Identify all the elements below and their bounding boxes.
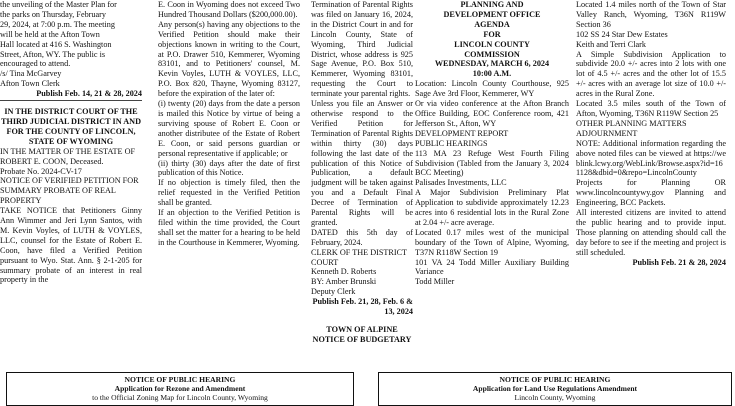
signature-title: Afton Town Clerk [0,79,60,89]
meeting-location: Location: Lincoln County Courthouse, 925 Sage Ave 3rd Floor, Kemmerer, WY [415,79,569,99]
section-heading: TOWN OF ALPINE [326,325,398,334]
projects-info: Projects for Planning OR www.lincolncountywy.gov Planning and Engineering, BCC Packets. [576,178,726,208]
publish-dates: Publish Feb. 21 & 28, 2024 [632,257,726,267]
notice-line: the unveiling of the Master Plan for [0,0,117,9]
dated-line: DATED this 5th day of February, 2024. [311,227,413,247]
agenda-heading: COMMISSION [464,49,520,59]
notice-line: the parks on Thursday, February [0,9,106,19]
notice-body: TAKE NOTICE that Petitioners Ginny Ann Wimmer and Jeri Lynn Santos, with M. Kevin Voyles, of LUTH & VOYLES, LLC, counsel for the Estate of Robert E. Coon, have filed a Verified Petition pursuant to Wyo. Stat. Ann. § 2-1-205 for summary probate of an interest in real property in the [0,206,142,285]
estate-matter: IN THE MATTER OF THE ESTATE OF ROBERT E. COON, Deceased. [0,146,136,166]
agenda-heading: PLANNING AND [460,0,524,9]
agenda-heading: AGENDA [474,19,510,29]
paragraph: Unless you file an Answer or otherwise respond to the Verified Petition for Termination of Parental Rights within thirty (30) days following the last date of the publication of this Notice of Publication, a default judgment will be taken against you and a Default Final Decree of Termination of Parental Rights will be granted. [311,99,413,227]
notice-box-text: to the Official Zoning Map for Lincoln County, Wyoming [92,393,268,402]
notice-title: NOTICE OF VERIFIED PETITION FOR SUMMARY PROBATE OF REAL PROPERTY [0,176,139,206]
land-use-notice-box [378,372,732,406]
column-5 [576,0,726,370]
agenda-item: 113 MA 23 Refuge West Fourth Filing Subdivision (Tabled from the January 3, 2024 BCC Meeting) [415,148,569,178]
notice-line: 29, 2024, at 7:00 p.m. The meeting [0,19,115,29]
clerk-line: COURT [311,257,339,267]
column-1 [0,0,142,370]
clerk-line: CLERK OF THE DISTRICT [311,247,408,257]
agenda-heading: WEDNESDAY, MARCH 6, 2024 [434,59,550,69]
item-location: Located 0.17 miles west of the municipal boundary of the Town of Alpine, Wyoming, T37N R118W Section 19 [415,227,569,257]
clerk-line: BY: Amber Brunski [311,277,377,287]
probate-number: Probate No. 2024-CV-17 [0,166,82,176]
invitation: All interested citizens are invited to attend the public hearing and to provide input. Those planning on attending should call the day before to see if the meeting and project is still scheduled. [576,208,726,257]
note: NOTE: Additional information regarding the above noted files can be viewed at https://weblink.lcwy.org/WebLink/Browse.aspx?id=161128&dbid=0&repo=LincolnCounty [576,138,726,178]
agenda-item: ADJOURNMENT [576,128,638,138]
applicant: Todd Miller [415,277,455,287]
notice-box-title: NOTICE OF PUBLIC HEARING [124,375,236,384]
column-2 [158,0,300,370]
applicant: Palisades Investments, LLC [415,178,507,188]
clerk-line: Deputy Clerk [311,287,356,297]
agenda-heading: 10:00 A.M. [472,69,512,79]
agenda-heading: DEVELOPMENT OFFICE [443,9,541,19]
notice-line: will be held at the Afton Town [0,29,100,39]
notice-box-title: NOTICE OF PUBLIC HEARING [499,375,611,384]
notice-line: Hall located at 416 S. Washington [0,39,112,49]
divider [0,100,142,101]
notice-box-text: Lincoln County, Wyoming [514,393,596,402]
applicant: Keith and Terri Clark [576,39,646,49]
rezone-notice-box [6,372,354,406]
paragraph: If no objection is timely filed, then the relief requested in the Verified Petition shall be granted. [158,178,300,208]
column-4 [415,0,569,370]
item-description: A Major Subdivision Preliminary Plat Application to subdivide approximately 12.23 acres into 6 residential lots in the Rural Zone at 2.04 +/- acre average. [415,188,569,227]
item-location: Located 3.5 miles south of the Town of Afton, Wyoming, T36N R119W Section 25 [576,99,726,118]
notice-box-subtitle: Application for Rezone and Amendment [114,384,246,393]
agenda-item: DEVELOPMENT REPORT [415,128,509,138]
paragraph: If an objection to the Verified Petition is filed within the time provided, the Court shall set the matter for a hearing to be held in the Courthouse in Kemmerer, Wyoming. [158,208,300,247]
column-3 [311,0,413,370]
agenda-item: 102 SS 24 Star Dew Estates [576,29,668,39]
item-location: Located 1.4 miles north of the Town of Star Valley Ranch, Wyoming, T36N R119W Section 36 [576,0,726,29]
signature-line: /s/ Tina McGarvey [0,69,62,79]
publish-dates: Publish Feb. 14, 21 & 28, 2024 [36,89,142,99]
paragraph: Any person(s) having any objections to the Verified Petition should make their objections known in writing to the Court, at P.O. Drawer 510, Kemmerer, Wyoming 83101, and to Petitioners' counsel, M. Kevin Voyles, LUTH & VOYLES, LLC, P.O. Box 820, Thayne, Wyoming 83127, before the expiration of the later of: [158,19,300,99]
paragraph: E. Coon in Wyoming does not exceed Two Hundred Thousand Dollars ($200,000.00). [158,0,300,19]
section-heading: NOTICE OF BUDGETARY [312,334,412,344]
paragraph: Termination of Parental Rights was filed on January 16, 2024, in the District Court in and for Lincoln County, State of Wyoming, Third Judicial District, whose address is 925 Sage Avenue, P.O. Box 510, Kemmerer, Wyoming 83101, requesting the Court to terminate your parental rights. [311,0,413,99]
paragraph: (i) twenty (20) days from the date a person is mailed this Notice by virtue of being a surviving spouse of Robert E. Coon or another distributee of the Estate of Robert E. Coon, or said persons guardian or personal representative if applicable; or [158,99,300,158]
clerk-line: Kenneth D. Roberts [311,267,377,277]
agenda-heading: FOR [483,29,501,39]
paragraph: (ii) thirty (30) days after the date of first publication of this Notice. [158,158,300,178]
agenda-item: 101 VA 24 Todd Miller Auxiliary Building Variance [415,257,569,277]
notice-line: encouraged to attend. [0,59,71,69]
publish-dates: Publish Feb. 21, 28, Feb. 6 & 13, 2024 [312,297,413,317]
court-heading: IN THE DISTRICT COURT OF THE THIRD JUDICIAL DISTRICT IN AND FOR THE COUNTY OF LINCOLN, STATE OF WYOMING [1,107,141,146]
video-location: Or via video conference at the Afton Branch Office Building, EOC Conference room, 421 Jefferson St., Afton, WY [415,99,569,128]
item-description: A Simple Subdivision Application to subdivide 20.0 +/- acres into 2 lots with one lot of 4.5 +/- acres and the other lot of 15.5 +/- acres with an average lot size of 10.0 +/- acres in the Rural Zone. [576,49,726,99]
agenda-heading: LINCOLN COUNTY [454,39,530,49]
agenda-item: OTHER PLANNING MATTERS [576,118,687,128]
notice-box-subtitle: Application for Land Use Regulations Amendment [472,384,638,393]
notice-line: Street, Afton, WY. The public is [0,49,106,59]
agenda-item: PUBLIC HEARINGS [415,138,488,148]
